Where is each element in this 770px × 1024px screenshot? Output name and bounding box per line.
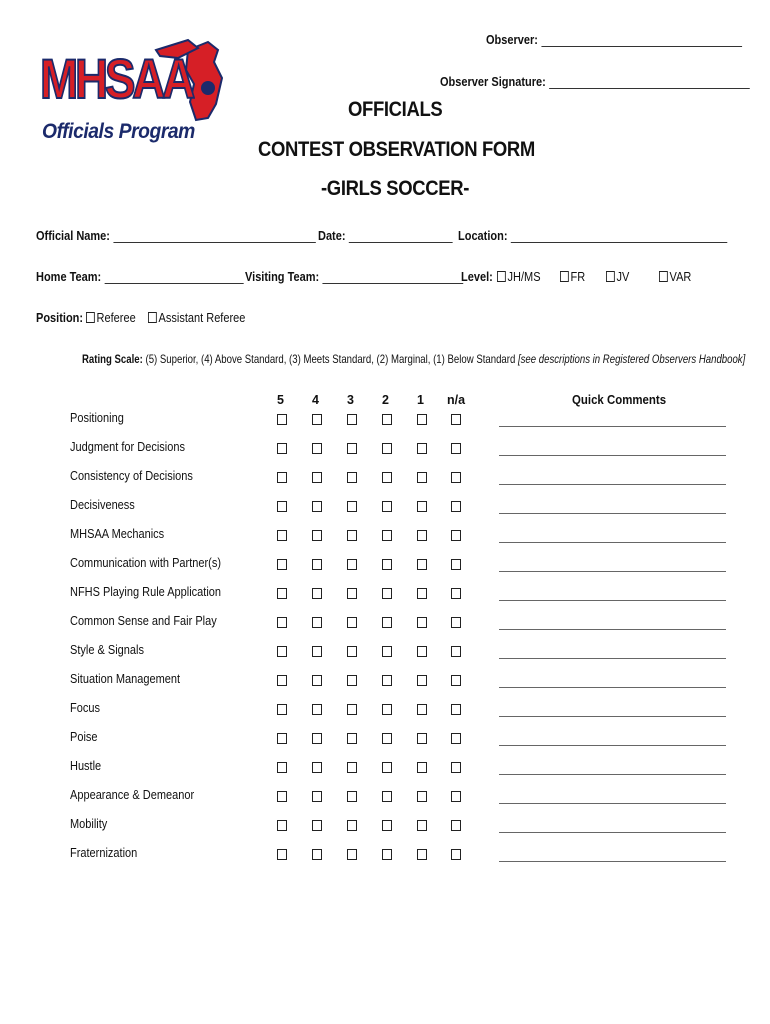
criteria-label: Consistency of Decisions [70, 469, 193, 483]
rating-checkbox-1[interactable] [417, 530, 427, 541]
rating-checkbox-3[interactable] [347, 646, 357, 657]
observer-signature-label: Observer Signature: [440, 75, 546, 89]
mhsaa-logo [38, 32, 223, 160]
rating-checkbox-2[interactable] [382, 849, 392, 860]
observer-signature-line[interactable] [549, 88, 750, 89]
level-option-fr[interactable] [560, 270, 585, 284]
checkbox[interactable] [560, 271, 569, 282]
rating-checkbox-1[interactable] [417, 588, 427, 599]
rating-checkbox-1[interactable] [417, 704, 427, 715]
rating-checkbox-4[interactable] [312, 820, 322, 831]
rating-checkbox-2[interactable] [382, 762, 392, 773]
rating-checkbox-1[interactable] [417, 472, 427, 483]
position-option-referee[interactable] [86, 311, 136, 325]
rating-checkbox-3[interactable] [347, 530, 357, 541]
column-header-4: 4 [312, 393, 319, 407]
quick-comments-header: Quick Comments [572, 392, 667, 407]
rating-checkbox-4[interactable] [312, 559, 322, 570]
rating-checkbox-4[interactable] [312, 414, 322, 425]
criteria-label: Communication with Partner(s) [70, 556, 222, 570]
rating-checkbox-2[interactable] [382, 733, 392, 744]
criteria-label: Situation Management [70, 672, 181, 686]
rating-checkbox-4[interactable] [312, 791, 322, 802]
rating-checkbox-3[interactable] [347, 414, 357, 425]
criteria-label: NFHS Playing Rule Application [70, 585, 222, 599]
rating-scale-text: (5) Superior, (4) Above Standard, (3) Meets Standard, (2) Marginal, (1) Below Standard [145, 352, 516, 366]
rating-checkbox-3[interactable] [347, 675, 357, 686]
rating-checkbox-na[interactable] [451, 733, 461, 744]
rating-checkbox-1[interactable] [417, 617, 427, 628]
rating-checkbox-4[interactable] [312, 588, 322, 599]
rating-checkbox-na[interactable] [451, 704, 461, 715]
quick-comment-line[interactable] [499, 426, 726, 427]
criteria-label: Judgment for Decisions [70, 440, 185, 454]
rating-checkbox-3[interactable] [347, 820, 357, 831]
level-option-var[interactable] [659, 270, 691, 284]
rating-checkbox-5[interactable] [277, 791, 287, 802]
rating-checkbox-na[interactable] [451, 588, 461, 599]
title-line-1: OFFICIALS [348, 98, 443, 121]
rating-checkbox-4[interactable] [312, 849, 322, 860]
rating-checkbox-2[interactable] [382, 646, 392, 657]
home-team-field [36, 270, 243, 284]
rating-checkbox-5[interactable] [277, 704, 287, 715]
date-field [318, 229, 452, 243]
rating-checkbox-4[interactable] [312, 443, 322, 454]
location-field [458, 229, 727, 243]
rating-checkbox-na[interactable] [451, 791, 461, 802]
criteria-label: Appearance & Demeanor [70, 788, 195, 802]
rating-checkbox-1[interactable] [417, 414, 427, 425]
rating-checkbox-3[interactable] [347, 762, 357, 773]
quick-comment-line[interactable] [499, 600, 726, 601]
rating-checkbox-na[interactable] [451, 762, 461, 773]
rating-checkbox-3[interactable] [347, 849, 357, 860]
rating-checkbox-5[interactable] [277, 617, 287, 628]
checkbox[interactable] [148, 312, 157, 323]
level-option-jhms[interactable] [497, 270, 541, 284]
position-label: Position: [36, 311, 84, 325]
quick-comment-line[interactable] [499, 571, 726, 572]
quick-comment-line[interactable] [499, 658, 726, 659]
rating-scale-label: Rating Scale: [82, 352, 143, 366]
observer-field [486, 33, 742, 47]
date-line[interactable] [349, 242, 453, 243]
rating-checkbox-2[interactable] [382, 791, 392, 802]
criteria-label: Hustle [70, 759, 102, 773]
level-option-label: JH/MS [507, 270, 541, 284]
checkbox[interactable] [497, 271, 506, 282]
rating-checkbox-2[interactable] [382, 704, 392, 715]
rating-checkbox-3[interactable] [347, 617, 357, 628]
quick-comment-line[interactable] [499, 716, 726, 717]
rating-checkbox-5[interactable] [277, 675, 287, 686]
rating-checkbox-1[interactable] [417, 501, 427, 512]
rating-checkbox-1[interactable] [417, 820, 427, 831]
criteria-label: Common Sense and Fair Play [70, 614, 217, 628]
rating-checkbox-1[interactable] [417, 559, 427, 570]
rating-checkbox-1[interactable] [417, 791, 427, 802]
position-option-label: Referee [96, 311, 136, 325]
criteria-label: Style & Signals [70, 643, 144, 657]
rating-checkbox-2[interactable] [382, 501, 392, 512]
rating-checkbox-2[interactable] [382, 559, 392, 570]
column-header-5: 5 [277, 393, 284, 407]
position-option-label: Assistant Referee [158, 311, 246, 325]
rating-checkbox-3[interactable] [347, 733, 357, 744]
rating-checkbox-1[interactable] [417, 849, 427, 860]
rating-checkbox-4[interactable] [312, 472, 322, 483]
official-name-field [36, 229, 315, 243]
rating-checkbox-na[interactable] [451, 820, 461, 831]
home-team-line[interactable] [104, 283, 243, 284]
criteria-label: Positioning [70, 411, 124, 425]
quick-comment-line[interactable] [499, 774, 726, 775]
rating-checkbox-na[interactable] [451, 617, 461, 628]
rating-checkbox-3[interactable] [347, 443, 357, 454]
rating-checkbox-1[interactable] [417, 762, 427, 773]
rating-checkbox-5[interactable] [277, 530, 287, 541]
rating-checkbox-na[interactable] [451, 501, 461, 512]
official-name-line[interactable] [113, 242, 315, 243]
rating-checkbox-2[interactable] [382, 530, 392, 541]
checkbox[interactable] [659, 271, 668, 282]
rating-checkbox-2[interactable] [382, 820, 392, 831]
official-name-label: Official Name: [36, 229, 110, 243]
title-line-3: -GIRLS SOCCER- [321, 177, 470, 200]
rating-checkbox-1[interactable] [417, 733, 427, 744]
observer-signature-field [440, 75, 749, 89]
rating-checkbox-na[interactable] [451, 646, 461, 657]
rating-checkbox-4[interactable] [312, 675, 322, 686]
location-label: Location: [458, 229, 508, 243]
rating-checkbox-na[interactable] [451, 849, 461, 860]
column-header-2: 2 [382, 393, 389, 407]
quick-comment-line[interactable] [499, 455, 726, 456]
criteria-label: Focus [70, 701, 100, 715]
rating-checkbox-5[interactable] [277, 414, 287, 425]
rating-checkbox-1[interactable] [417, 646, 427, 657]
rating-checkbox-4[interactable] [312, 530, 322, 541]
rating-checkbox-na[interactable] [451, 443, 461, 454]
rating-checkbox-4[interactable] [312, 704, 322, 715]
rating-checkbox-na[interactable] [451, 414, 461, 425]
rating-scale-note [82, 352, 745, 366]
rating-checkbox-4[interactable] [312, 762, 322, 773]
visiting-team-line[interactable] [322, 283, 463, 284]
quick-comment-line[interactable] [499, 803, 726, 804]
column-header-1: 1 [417, 393, 424, 407]
rating-checkbox-5[interactable] [277, 559, 287, 570]
level-option-label: JV [616, 270, 630, 284]
rating-checkbox-na[interactable] [451, 472, 461, 483]
observer-label: Observer: [486, 33, 538, 47]
rating-checkbox-5[interactable] [277, 733, 287, 744]
quick-comment-line[interactable] [499, 629, 726, 630]
checkbox[interactable] [606, 271, 615, 282]
rating-checkbox-3[interactable] [347, 501, 357, 512]
criteria-label: Poise [70, 730, 98, 744]
rating-checkbox-4[interactable] [312, 617, 322, 628]
rating-checkbox-3[interactable] [347, 588, 357, 599]
level-option-jv[interactable] [606, 270, 629, 284]
level-option-label: VAR [669, 270, 692, 284]
quick-comment-line[interactable] [499, 832, 726, 833]
position-option-assistant-referee[interactable] [148, 311, 245, 325]
title-line-2: CONTEST OBSERVATION FORM [258, 138, 535, 161]
quick-comment-line[interactable] [499, 484, 726, 485]
rating-checkbox-3[interactable] [347, 472, 357, 483]
criteria-label: Decisiveness [70, 498, 135, 512]
quick-comment-line[interactable] [499, 542, 726, 543]
rating-checkbox-2[interactable] [382, 443, 392, 454]
rating-checkbox-3[interactable] [347, 791, 357, 802]
rating-checkbox-4[interactable] [312, 646, 322, 657]
column-header-3: 3 [347, 393, 354, 407]
quick-comment-line[interactable] [499, 513, 726, 514]
date-label: Date: [318, 229, 346, 243]
visiting-team-field [245, 270, 463, 284]
rating-checkbox-5[interactable] [277, 646, 287, 657]
rating-checkbox-na[interactable] [451, 675, 461, 686]
column-header-na: n/a [447, 393, 466, 407]
quick-comment-line[interactable] [499, 687, 726, 688]
rating-checkbox-5[interactable] [277, 849, 287, 860]
level-option-label: FR [570, 270, 586, 284]
criteria-label: Fraternization [70, 846, 138, 860]
rating-checkbox-1[interactable] [417, 675, 427, 686]
rating-checkbox-1[interactable] [417, 443, 427, 454]
rating-checkbox-3[interactable] [347, 559, 357, 570]
visiting-team-label: Visiting Team: [245, 270, 320, 284]
rating-checkbox-5[interactable] [277, 472, 287, 483]
location-line[interactable] [511, 242, 727, 243]
rating-checkbox-4[interactable] [312, 501, 322, 512]
logo-sub-text: Officials Program [42, 120, 195, 143]
quick-comment-line[interactable] [499, 861, 726, 862]
rating-checkbox-2[interactable] [382, 588, 392, 599]
rating-checkbox-2[interactable] [382, 414, 392, 425]
rating-checkbox-3[interactable] [347, 704, 357, 715]
logo-main-text: MHSAA [40, 47, 192, 110]
quick-comment-line[interactable] [499, 745, 726, 746]
rating-checkbox-5[interactable] [277, 820, 287, 831]
rating-checkbox-na[interactable] [451, 530, 461, 541]
observer-input-line[interactable] [541, 46, 742, 47]
rating-checkbox-2[interactable] [382, 675, 392, 686]
rating-checkbox-2[interactable] [382, 617, 392, 628]
rating-checkbox-5[interactable] [277, 443, 287, 454]
rating-checkbox-5[interactable] [277, 762, 287, 773]
rating-checkbox-5[interactable] [277, 501, 287, 512]
checkbox[interactable] [86, 312, 95, 323]
criteria-label: MHSAA Mechanics [70, 527, 165, 541]
rating-checkbox-na[interactable] [451, 559, 461, 570]
home-team-label: Home Team: [36, 270, 102, 284]
criteria-label: Mobility [70, 817, 108, 831]
level-label: Level: [461, 270, 493, 284]
rating-checkbox-4[interactable] [312, 733, 322, 744]
rating-checkbox-2[interactable] [382, 472, 392, 483]
rating-checkbox-5[interactable] [277, 588, 287, 599]
rating-scale-reference: [see descriptions in Registered Observers Handbook] [517, 352, 746, 366]
